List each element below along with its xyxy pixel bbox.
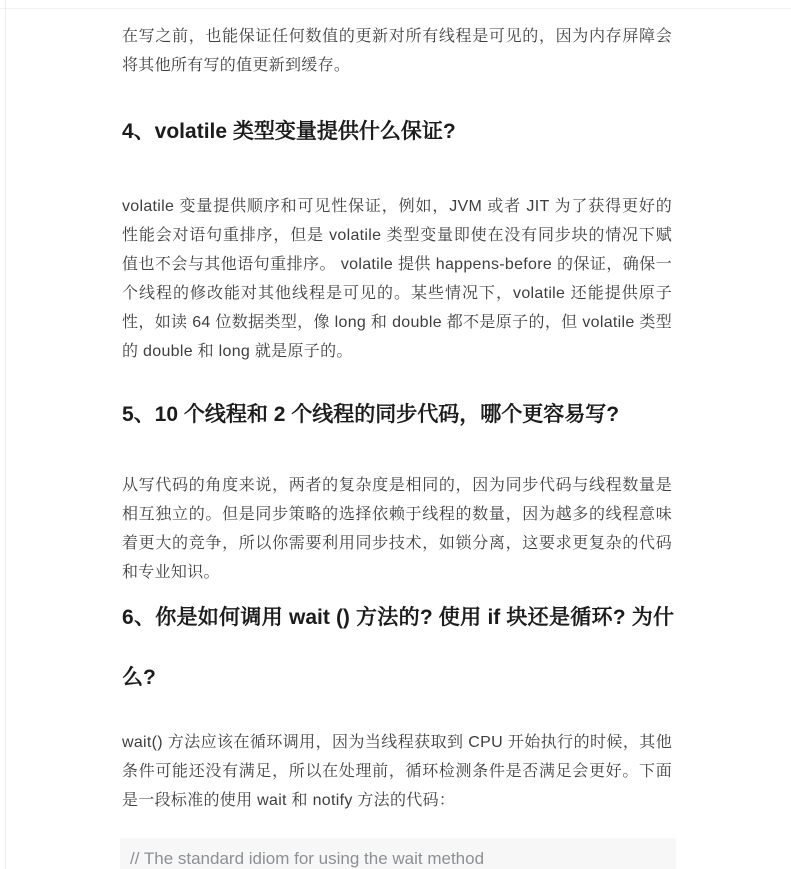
section-body-4-volatile-guarantees: volatile 变量提供顺序和可见性保证，例如，JVM 或者 JIT 为了获得更好的性能会对语句重排序，但是 volatile 类型变量即使在没有同步块的情况下赋值也不会与其他语句重排序。 volatile 提供 happens-before 的保证，确保一个线程的修改能对其他线程是可见的。某些情况下，volatile 还能提供原子性，如读 64 位数据类型，像 long 和 double 都不是原子的，但 volatile 类型的 double 和 long 就是原子的。 [122,198,672,360]
page-top-edge-line [0,8,791,9]
section-heading-5-thread-sync-code: 5、10 个线程和 2 个线程的同步代码，哪个更容易写? [122,403,620,426]
page-left-edge-line [5,0,6,869]
section-heading-4-volatile-guarantees: 4、volatile 类型变量提供什么保证? [122,120,456,143]
code-block [120,838,676,869]
section-body-6-wait-method: wait() 方法应该在循环调用，因为当线程获取到 CPU 开始执行的时候，其他条件可能还没有满足，所以在处理前，循环检测条件是否满足会更好。下面是一段标准的使用 wait 和 notify 方法的代码： [122,734,672,809]
code-comment-line: // The standard idiom for using the wait method [130,849,485,868]
section-body-5-thread-sync-code: 从写代码的角度来说，两者的复杂度是相同的，因为同步代码与线程数量是相互独立的。但是同步策略的选择依赖于线程的数量，因为越多的线程意味着更大的竞争，所以你需要利用同步技术，如锁分离，这要求更复杂的代码和专业知识。 [122,477,672,581]
intro-paragraph: 在写之前，也能保证任何数值的更新对所有线程是可见的，因为内存屏障会将其他所有写的值更新到缓存。 [122,28,672,74]
section-heading-6-wait-method: 6、你是如何调用 wait () 方法的? 使用 if 块还是循环? 为什么? [122,606,674,689]
